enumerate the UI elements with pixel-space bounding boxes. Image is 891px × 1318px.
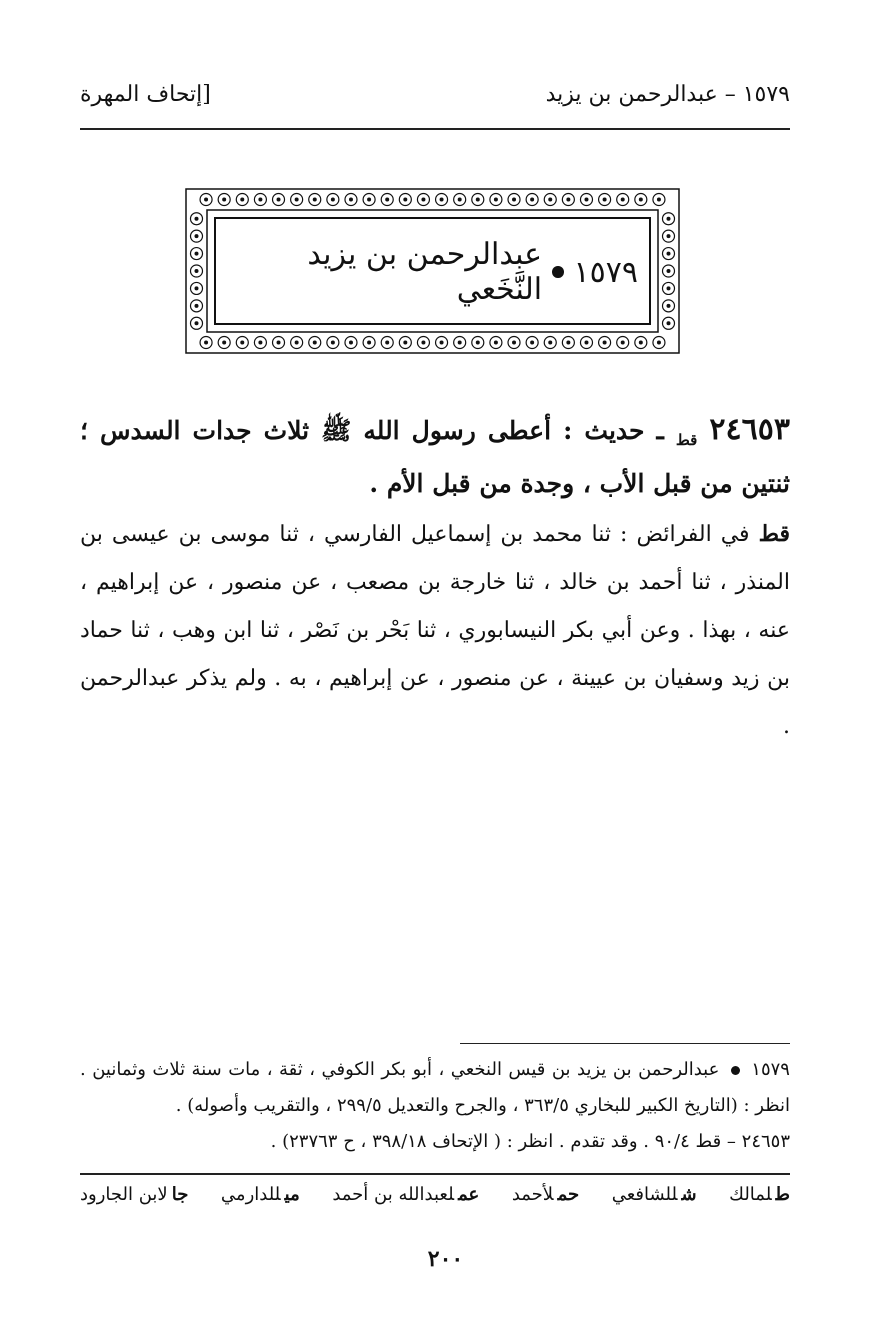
ornament-dot-icon bbox=[621, 198, 625, 202]
ornament-dot-icon bbox=[331, 198, 335, 202]
ornament-dot-icon bbox=[494, 198, 498, 202]
ornament-dot-icon bbox=[403, 341, 407, 345]
ornament-dot-icon bbox=[349, 341, 353, 345]
ornament-dot-icon bbox=[195, 234, 199, 238]
running-head-chapter: ١٥٧٩ – عبدالرحمن بن يزيد bbox=[545, 82, 790, 107]
running-head-book-title: [إتحاف المهرة bbox=[80, 82, 211, 107]
isnad-text: في الفرائض : ثنا محمد بن إسماعيل الفارسي ، ثنا موسى بن عيسى بن المنذر ، ثنا أحمد بن خالد ، ثنا خارجة بن مصعب ، عن منصور ، عن إبراهيم ، عنه ، بهذا . وعن أبي بكر النيسابوري ، ثنا بَحْر بن نَصْر ، ثنا ابن وهب ، ثنا حماد بن زيد وسفيان بن عيينة ، عن منصور ، عن إبراهيم ، به . ولم يذكر عبدالرحمن . bbox=[80, 522, 790, 739]
ornament-dot-icon bbox=[657, 341, 661, 345]
ornament-dot-icon bbox=[603, 198, 607, 202]
ornament-dot-icon bbox=[476, 198, 480, 202]
legend-item: ميللدارمي bbox=[220, 1184, 300, 1205]
ornament-dot-icon bbox=[667, 269, 671, 273]
legend-rule bbox=[80, 1173, 790, 1175]
ornament-dot-icon bbox=[403, 198, 407, 202]
ornament-dot-icon bbox=[222, 198, 226, 202]
ornament-dot-icon bbox=[667, 304, 671, 308]
legend-item: شللشافعي bbox=[611, 1184, 697, 1205]
ornament-dot-icon bbox=[195, 252, 199, 256]
ornament-dot-icon bbox=[530, 341, 534, 345]
footnote-rule bbox=[460, 1043, 790, 1044]
hadith-source-symbol: قط bbox=[675, 431, 698, 449]
ornament-dot-icon bbox=[240, 198, 244, 202]
ornament-dot-icon bbox=[512, 198, 516, 202]
hadith-text: أعطى رسول الله ﷺ ثلاث جدات السدس ؛ ثنتين من قبل الأب ، وجدة من قبل الأم . bbox=[80, 416, 790, 498]
legend-item: طلمالك bbox=[729, 1184, 790, 1205]
ornament-dot-icon bbox=[313, 341, 317, 345]
running-head bbox=[80, 82, 790, 118]
ornament-dot-icon bbox=[584, 341, 588, 345]
legend-item: عملعبدالله بن أحمد bbox=[332, 1184, 480, 1205]
ornament-dot-icon bbox=[295, 198, 299, 202]
ornament-dot-icon bbox=[204, 198, 208, 202]
ornament-dot-icon bbox=[667, 286, 671, 290]
footnote-item bbox=[80, 1124, 790, 1160]
ornament-dot-icon bbox=[667, 321, 671, 325]
ornament-dot-icon bbox=[421, 198, 425, 202]
ornament-dot-icon bbox=[458, 341, 462, 345]
chapter-frame bbox=[185, 188, 680, 354]
ornament-dot-icon bbox=[277, 198, 281, 202]
ornament-dot-icon bbox=[385, 341, 389, 345]
footnote-ref: ١٥٧٩ bbox=[751, 1059, 790, 1080]
bullet-dot-icon bbox=[552, 266, 563, 278]
ornament-dot-icon bbox=[222, 341, 226, 345]
ornament-dot-icon bbox=[367, 198, 371, 202]
ornament-dot-icon bbox=[512, 341, 516, 345]
hadith-label: ـ حديث : bbox=[563, 416, 664, 445]
chapter-name: عبدالرحمن بن يزيد النَّخَعي bbox=[307, 237, 543, 307]
ornament-dot-icon bbox=[258, 341, 262, 345]
legend-item: حملأحمد bbox=[511, 1184, 580, 1205]
ornament-dot-icon bbox=[566, 198, 570, 202]
ornament-dot-icon bbox=[548, 341, 552, 345]
ornament-dot-icon bbox=[440, 341, 444, 345]
ornament-dot-icon bbox=[548, 198, 552, 202]
ornament-dot-icon bbox=[195, 269, 199, 273]
ornament-dot-icon bbox=[277, 341, 281, 345]
ornament-dot-icon bbox=[566, 341, 570, 345]
ornament-dot-icon bbox=[458, 198, 462, 202]
ornament-dot-icon bbox=[621, 341, 625, 345]
ornament-dot-icon bbox=[204, 341, 208, 345]
ornament-dot-icon bbox=[667, 217, 671, 221]
ornament-dot-icon bbox=[639, 198, 643, 202]
ornament-dot-icon bbox=[667, 252, 671, 256]
ornament-dot-icon bbox=[667, 234, 671, 238]
ornament-dot-icon bbox=[313, 198, 317, 202]
ornament-dot-icon bbox=[295, 341, 299, 345]
abbreviation-legend bbox=[80, 1184, 790, 1205]
ornament-dot-icon bbox=[657, 198, 661, 202]
source-abbreviation: قط bbox=[758, 521, 790, 547]
ornament-dot-icon bbox=[349, 198, 353, 202]
ornament-dot-icon bbox=[584, 198, 588, 202]
footnotes bbox=[80, 1052, 790, 1160]
ornament-dot-icon bbox=[195, 321, 199, 325]
isnad-paragraph bbox=[80, 510, 790, 751]
ornament-dot-icon bbox=[530, 198, 534, 202]
ornament-dot-icon bbox=[331, 341, 335, 345]
ornament-dot-icon bbox=[240, 341, 244, 345]
ornament-dot-icon bbox=[639, 341, 643, 345]
ornament-dot-icon bbox=[421, 341, 425, 345]
footnote-item bbox=[80, 1052, 790, 1124]
footnote-ref: ٢٤٦٥٣ bbox=[741, 1131, 790, 1152]
ornament-dot-icon bbox=[603, 341, 607, 345]
ornament-dot-icon bbox=[440, 198, 444, 202]
footnote-text: عبدالرحمن بن يزيد بن قيس النخعي ، أبو بكر الكوفي ، ثقة ، مات سنة ثلاث وثمانين . انظر : (التاريخ الكبير للبخاري ٣٦٣/٥ ، والجرح والتعديل ٢٩٩/٥ ، والتقريب وأصوله) . bbox=[80, 1059, 790, 1116]
ornament-dot-icon bbox=[476, 341, 480, 345]
hadith-number: ٢٤٦٥٣ bbox=[709, 412, 790, 447]
ornament-dot-icon bbox=[367, 341, 371, 345]
ornament-dot-icon bbox=[195, 304, 199, 308]
bullet-dot-icon bbox=[731, 1066, 740, 1075]
page-number: ٢٠٠ bbox=[427, 1246, 464, 1272]
hadith-entry bbox=[80, 408, 790, 751]
ornament-dot-icon bbox=[195, 286, 199, 290]
chapter-title bbox=[227, 232, 638, 312]
ornament-dot-icon bbox=[258, 198, 262, 202]
chapter-number: ١٥٧٩ bbox=[573, 254, 638, 290]
legend-item: جالابن الجارود bbox=[80, 1184, 189, 1205]
ornament-dot-icon bbox=[195, 217, 199, 221]
ornament-dot-icon bbox=[494, 341, 498, 345]
ornament-dot-icon bbox=[385, 198, 389, 202]
hadith-heading bbox=[80, 408, 790, 506]
footnote-text: – قط ٩٠/٤ . وقد تقدم . انظر : ( الإتحاف ٣٩٨/١٨ ، ح ٢٣٧٦٣) . bbox=[270, 1131, 736, 1152]
header-rule bbox=[80, 128, 790, 130]
